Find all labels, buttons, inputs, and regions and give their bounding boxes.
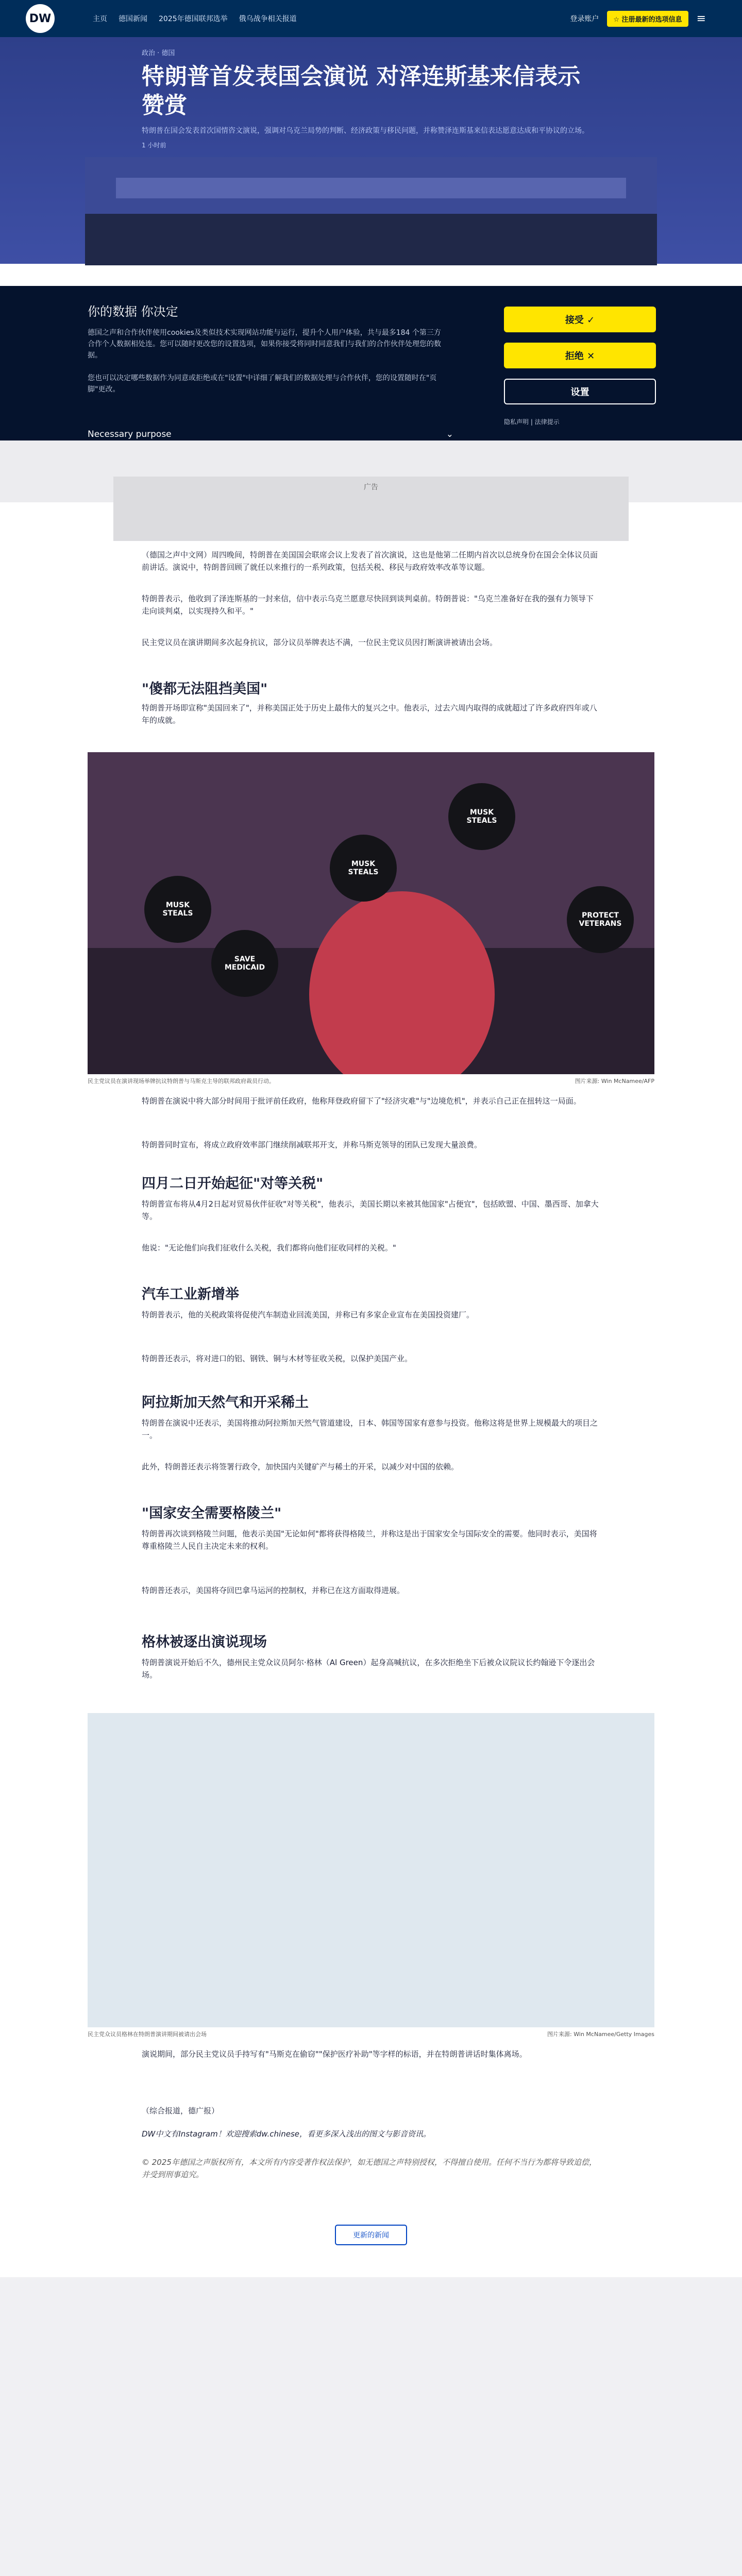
login-link[interactable]: 登录账户 <box>570 15 599 23</box>
article-meta: 1 小时前 <box>142 142 166 149</box>
chevron-down-icon: ⌄ <box>446 429 453 439</box>
subscribe-button[interactable]: ☆ 注册最新的选项信息 <box>607 11 688 27</box>
section-heading: 格林被逐出演说现场 <box>142 1634 267 1650</box>
settings-button[interactable]: 设置 <box>504 379 656 404</box>
article-teaser: 特朗普在国会发表首次国情咨文演说，强调对乌克兰局势的判断、经济政策与移民问题，并称赞泽连斯基来信表达愿意达成和平协议的立场。 <box>142 127 589 135</box>
caption-text: 民主党议员在演讲现场举牌抗议特朗普与马斯克主导的联邦政府裁员行动。 <box>88 1078 275 1084</box>
paragraph: 特朗普在演说中还表示，美国将推动阿拉斯加天然气管道建设，日本、韩国等国家有意参与投资。他称这将是世界上规模最大的项目之一。 <box>142 1418 598 1440</box>
copyright-notice: © 2025年德国之声版权所有，本文所有内容受著作权法保护，如无德国之声特别授权，不得擅自使用。任何不当行为都将导致追偿，并受到刑事追究。 <box>142 2158 597 2179</box>
paragraph: 他说："无论他们向我们征收什么关税，我们都将向他们征收同样的关税。" <box>142 1243 396 1252</box>
accept-button[interactable]: 接受 ✓ <box>504 307 656 332</box>
reject-button[interactable]: 拒绝 ✕ <box>504 343 656 368</box>
ad-label: 广告 <box>364 483 378 492</box>
paragraph: 此外，特朗普还表示将签署行政令，加快国内关键矿产与稀土的开采，以减少对中国的依赖。 <box>142 1462 459 1471</box>
congress-image <box>85 157 657 265</box>
section-heading: 四月二日开始起征"对等关税" <box>142 1176 324 1192</box>
article-image-protest[interactable]: MUSK STEALS SAVE MEDICAID MUSK STEALS MUSK STEALS PROTECT VETERANS <box>88 752 654 1074</box>
more-news-button[interactable]: 更新的新闻 <box>335 2225 407 2245</box>
paragraph: 特朗普还表示，将对进口的铝、钢铁、铜与木材等征收关税，以保护美国产业。 <box>142 1354 413 1363</box>
image-caption <box>88 1077 654 1085</box>
nav-link[interactable]: 俄乌战争相关报道 <box>239 15 297 23</box>
section-heading: 阿拉斯加天然气和开采稀土 <box>142 1395 309 1411</box>
top-navbar <box>0 0 742 37</box>
paragraph: 特朗普同时宣布，将成立政府效率部门继续削减联邦开支，并称马斯克领导的团队已发现大量浪费。 <box>142 1140 482 1149</box>
paragraph: （德国之声中文网）周四晚间，特朗普在美国国会联席会议上发表了首次演说，这也是他第二任期内首次以总统身份在国会全体议员面前讲话。演说中，特朗普回顾了就任以来推行的一系列政策，包括关税、移民与政府效率改革等议题。 <box>142 550 598 572</box>
caption-text: 民主党众议员格林在特朗普演讲期间被请出会场 <box>88 2031 207 2038</box>
paragraph: 特朗普表示，他收到了泽连斯基的一封来信，信中表示乌克兰愿意尽快回到谈判桌前。特朗普说："乌克兰准备好在我的强有力领导下走向谈判桌，以实现持久和平。" <box>142 594 594 616</box>
dw-logo[interactable]: DW <box>26 4 55 33</box>
image-caption <box>88 2030 654 2038</box>
instagram-promo: DW中文有Instagram！欢迎搜索dw.chinese，看更多深入浅出的图文与影音资讯。 <box>142 2129 431 2139</box>
section-heading: "国家安全需要格陵兰" <box>142 1505 282 1521</box>
nav-link[interactable]: 2025年德国联邦选举 <box>159 15 228 23</box>
nav-right <box>570 0 706 37</box>
consent-links[interactable]: 隐私声明 | 法律提示 <box>504 418 560 426</box>
consent-body-2: 您也可以决定哪些数据作为同意或拒绝或在"设置"中详细了解我们的数据处理与合作伙伴，您的设置随时在"页脚"更改。 <box>88 374 437 394</box>
paragraph: 特朗普开场即宣称"美国回来了"，并称美国正处于历史上最伟大的复兴之中。他表示，过去六周内取得的成就超过了许多政府四年或八年的成就。 <box>142 703 597 725</box>
caption-credit: 图片来源: Win McNamee/Getty Images <box>547 2031 654 2038</box>
article-title: 特朗普首发表国会演说 对泽连斯基来信表示赞赏 <box>142 63 581 118</box>
ad-slot <box>113 477 629 541</box>
paragraph: 特朗普演说开始后不久，德州民主党众议员阿尔·格林（Al Green）起身高喊抗议，在多次拒绝坐下后被众议院议长约翰逊下令逐出会场。 <box>142 1658 595 1680</box>
menu-icon[interactable]: ≡ <box>696 12 706 25</box>
recommendation-panel <box>0 2277 742 2576</box>
consent-body <box>88 327 443 395</box>
paragraph: 特朗普还表示，美国将夺回巴拿马运河的控制权，并称已在这方面取得进展。 <box>142 1586 405 1595</box>
caption-credit: 图片来源: Win McNamee/AFP <box>575 1078 654 1084</box>
cookie-consent-banner <box>0 286 742 440</box>
article-kicker[interactable]: 政治 · 德国 <box>142 49 175 57</box>
nav-link[interactable]: 德国新闻 <box>119 15 147 23</box>
section-heading: 汽车工业新增举 <box>142 1286 239 1302</box>
paragraph: 特朗普宣布将从4月2日起对贸易伙伴征收"对等关税"，他表示，美国长期以来被其他国家"占便宜"，包括欧盟、中国、墨西哥、加拿大等。 <box>142 1199 599 1221</box>
section-heading: "傻都无法阻挡美国" <box>142 681 268 697</box>
nav-link[interactable]: 主页 <box>93 15 107 23</box>
necessary-purpose-toggle[interactable] <box>88 429 453 439</box>
hero-image <box>85 157 657 265</box>
nav-links <box>93 0 297 37</box>
article-image-green[interactable] <box>88 1713 654 2027</box>
paragraph: （综合报道，德广报） <box>142 2106 220 2115</box>
consent-body-1: 德国之声和合作伙伴使用cookies及类似技术实现网站功能与运行，提升个人用户体验，共与最多184 个第三方合作个人数据相处连。您可以随时更改您的设置选项，如果你接受将同时同意我们与我们的合作伙伴处理您的数据。 <box>88 329 441 360</box>
paragraph: 特朗普再次谈到格陵兰问题，他表示美国"无论如何"都将获得格陵兰，并称这是出于国家安全与国际安全的需要。他同时表示，美国将尊重格陵兰人民自主决定未来的权利。 <box>142 1529 597 1551</box>
paragraph: 演说期间，部分民主党议员手持写有"马斯克在偷窃""保护医疗补助"等字样的标语，并在特朗普讲话时集体离场。 <box>142 2049 527 2059</box>
consent-title: 你的数据 你决定 <box>88 304 178 319</box>
paragraph: 民主党议员在演讲期间多次起身抗议，部分议员举牌表达不满，一位民主党议员因打断演讲被请出会场。 <box>142 638 498 647</box>
paragraph: 特朗普在演说中将大部分时间用于批评前任政府，他称拜登政府留下了"经济灾难"与"边境危机"，并表示自己正在扭转这一局面。 <box>142 1096 581 1106</box>
purpose-label: Necessary purpose <box>88 429 172 439</box>
paragraph: 特朗普表示，他的关税政策将促使汽车制造业回流美国，并称已有多家企业宣布在美国投资建厂。 <box>142 1310 475 1319</box>
